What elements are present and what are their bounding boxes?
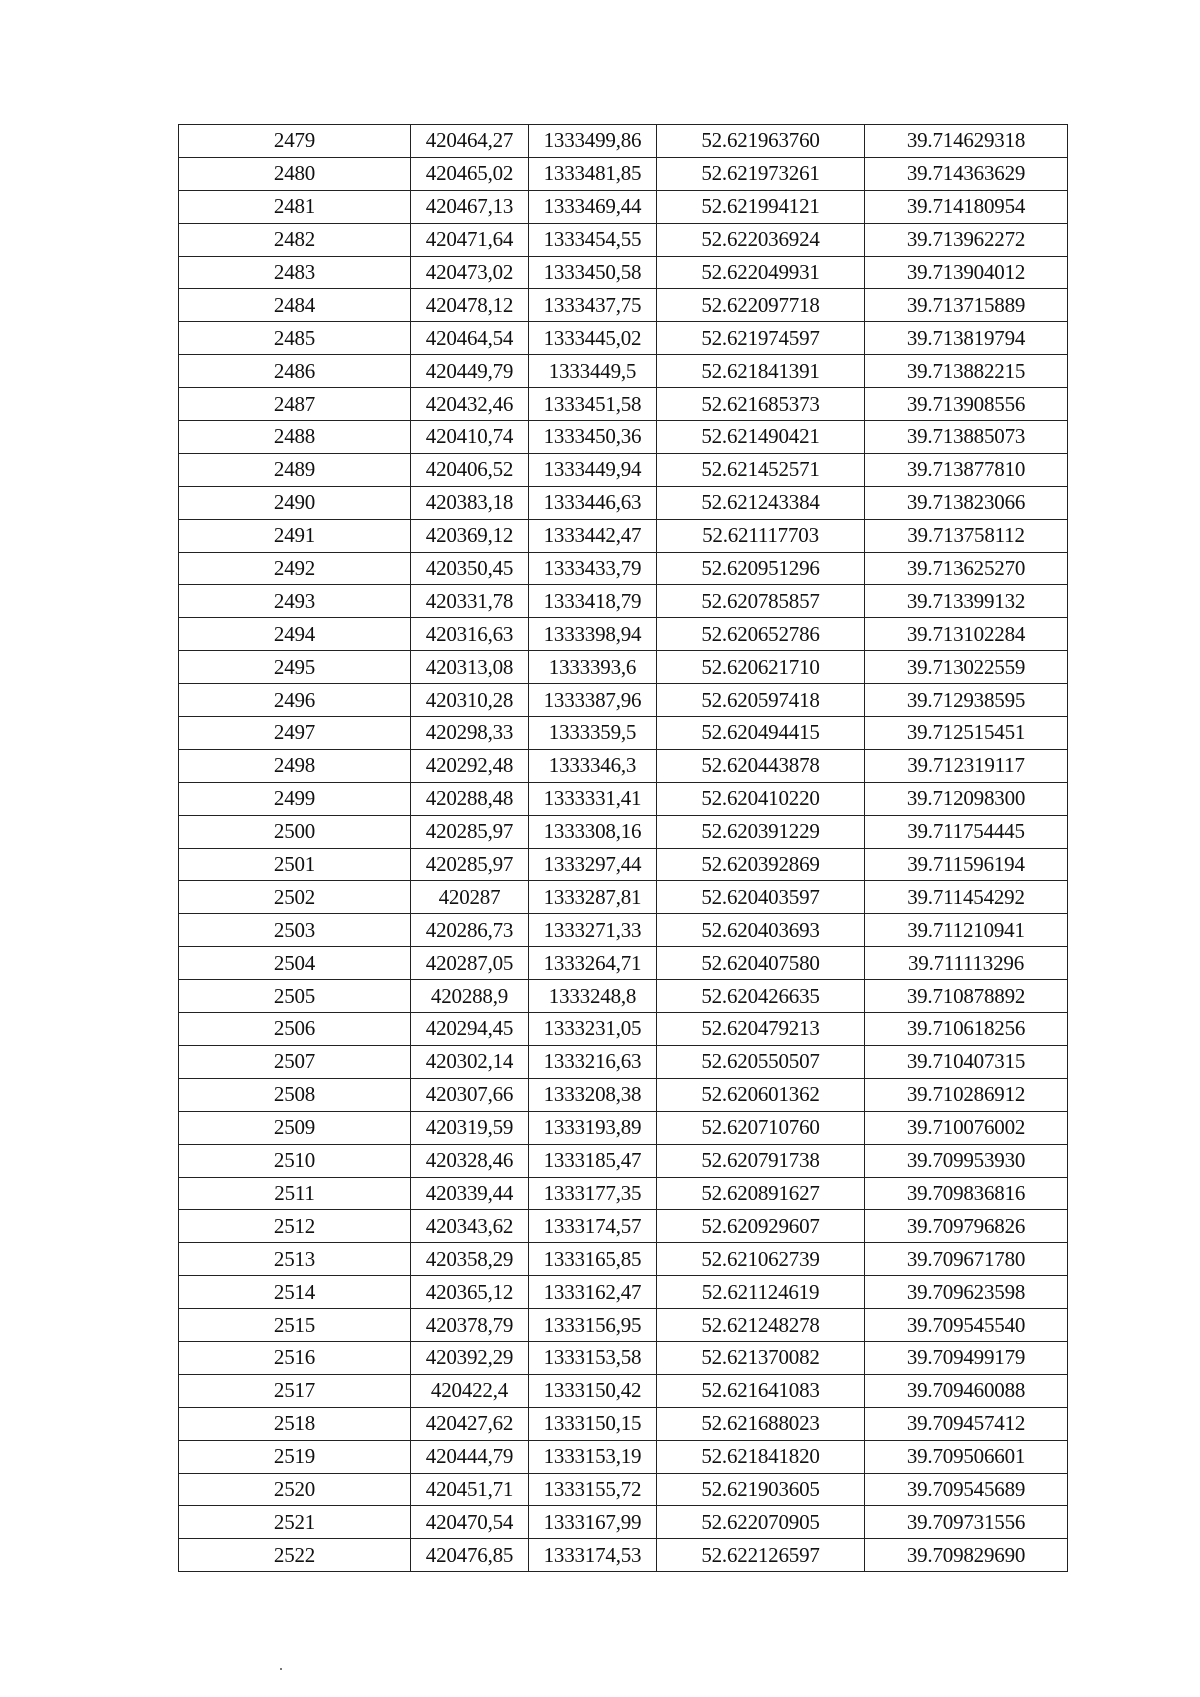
point-number-cell: 2515: [179, 1309, 411, 1342]
x-coordinate-cell: 420406,52: [411, 453, 529, 486]
table-row: [179, 1309, 1068, 1342]
scan-speck: [280, 1668, 282, 1670]
x-coordinate-cell: 420328,46: [411, 1144, 529, 1177]
x-coordinate-cell: 420313,08: [411, 651, 529, 684]
longitude-cell: 39.714363629: [865, 157, 1068, 190]
latitude-cell: 52.621841391: [657, 355, 865, 388]
point-number-cell: 2508: [179, 1078, 411, 1111]
longitude-cell: 39.709829690: [865, 1539, 1068, 1572]
y-coordinate-cell: 1333297,44: [529, 848, 657, 881]
table-row: [179, 355, 1068, 388]
point-number-cell: 2486: [179, 355, 411, 388]
table-row: [179, 289, 1068, 322]
table-row: [179, 1539, 1068, 1572]
point-number-cell: 2506: [179, 1013, 411, 1046]
table-row: [179, 749, 1068, 782]
y-coordinate-cell: 1333437,75: [529, 289, 657, 322]
table-row: [179, 1243, 1068, 1276]
longitude-cell: 39.713882215: [865, 355, 1068, 388]
table-row: [179, 125, 1068, 158]
y-coordinate-cell: 1333393,6: [529, 651, 657, 684]
x-coordinate-cell: 420331,78: [411, 585, 529, 618]
x-coordinate-cell: 420410,74: [411, 421, 529, 454]
x-coordinate-cell: 420286,73: [411, 914, 529, 947]
latitude-cell: 52.621370082: [657, 1341, 865, 1374]
y-coordinate-cell: 1333449,94: [529, 453, 657, 486]
table-row: [179, 190, 1068, 223]
latitude-cell: 52.620791738: [657, 1144, 865, 1177]
y-coordinate-cell: 1333433,79: [529, 552, 657, 585]
y-coordinate-cell: 1333208,38: [529, 1078, 657, 1111]
latitude-cell: 52.621688023: [657, 1407, 865, 1440]
point-number-cell: 2491: [179, 519, 411, 552]
latitude-cell: 52.621490421: [657, 421, 865, 454]
y-coordinate-cell: 1333446,63: [529, 486, 657, 519]
longitude-cell: 39.709623598: [865, 1276, 1068, 1309]
table-row: [179, 223, 1068, 256]
table-row: [179, 1144, 1068, 1177]
point-number-cell: 2499: [179, 782, 411, 815]
table-row: [179, 552, 1068, 585]
latitude-cell: 52.620479213: [657, 1013, 865, 1046]
longitude-cell: 39.711754445: [865, 815, 1068, 848]
x-coordinate-cell: 420464,27: [411, 125, 529, 158]
y-coordinate-cell: 1333150,15: [529, 1407, 657, 1440]
y-coordinate-cell: 1333165,85: [529, 1243, 657, 1276]
latitude-cell: 52.621124619: [657, 1276, 865, 1309]
table-row: [179, 1013, 1068, 1046]
table-row: [179, 1210, 1068, 1243]
table-row: [179, 1078, 1068, 1111]
x-coordinate-cell: 420476,85: [411, 1539, 529, 1572]
y-coordinate-cell: 1333248,8: [529, 980, 657, 1013]
longitude-cell: 39.713904012: [865, 256, 1068, 289]
y-coordinate-cell: 1333174,57: [529, 1210, 657, 1243]
table-row: [179, 980, 1068, 1013]
point-number-cell: 2518: [179, 1407, 411, 1440]
latitude-cell: 52.621903605: [657, 1473, 865, 1506]
y-coordinate-cell: 1333264,71: [529, 947, 657, 980]
point-number-cell: 2490: [179, 486, 411, 519]
table-row: [179, 1407, 1068, 1440]
longitude-cell: 39.713758112: [865, 519, 1068, 552]
latitude-cell: 52.621963760: [657, 125, 865, 158]
point-number-cell: 2514: [179, 1276, 411, 1309]
table-row: [179, 947, 1068, 980]
point-number-cell: 2521: [179, 1506, 411, 1539]
point-number-cell: 2511: [179, 1177, 411, 1210]
longitude-cell: 39.711454292: [865, 881, 1068, 914]
longitude-cell: 39.711596194: [865, 848, 1068, 881]
latitude-cell: 52.622097718: [657, 289, 865, 322]
longitude-cell: 39.712515451: [865, 717, 1068, 750]
y-coordinate-cell: 1333454,55: [529, 223, 657, 256]
x-coordinate-cell: 420383,18: [411, 486, 529, 519]
latitude-cell: 52.621452571: [657, 453, 865, 486]
longitude-cell: 39.709836816: [865, 1177, 1068, 1210]
table-row: [179, 1341, 1068, 1374]
table-row: [179, 848, 1068, 881]
x-coordinate-cell: 420350,45: [411, 552, 529, 585]
point-number-cell: 2519: [179, 1440, 411, 1473]
y-coordinate-cell: 1333231,05: [529, 1013, 657, 1046]
longitude-cell: 39.709671780: [865, 1243, 1068, 1276]
y-coordinate-cell: 1333155,72: [529, 1473, 657, 1506]
latitude-cell: 52.620426635: [657, 980, 865, 1013]
longitude-cell: 39.711210941: [865, 914, 1068, 947]
longitude-cell: 39.712319117: [865, 749, 1068, 782]
longitude-cell: 39.713022559: [865, 651, 1068, 684]
y-coordinate-cell: 1333449,5: [529, 355, 657, 388]
point-number-cell: 2510: [179, 1144, 411, 1177]
latitude-cell: 52.620392869: [657, 848, 865, 881]
point-number-cell: 2497: [179, 717, 411, 750]
table-row: [179, 585, 1068, 618]
latitude-cell: 52.622036924: [657, 223, 865, 256]
y-coordinate-cell: 1333167,99: [529, 1506, 657, 1539]
latitude-cell: 52.620652786: [657, 618, 865, 651]
y-coordinate-cell: 1333398,94: [529, 618, 657, 651]
point-number-cell: 2504: [179, 947, 411, 980]
latitude-cell: 52.620550507: [657, 1045, 865, 1078]
y-coordinate-cell: 1333216,63: [529, 1045, 657, 1078]
longitude-cell: 39.713908556: [865, 388, 1068, 421]
x-coordinate-cell: 420339,44: [411, 1177, 529, 1210]
longitude-cell: 39.711113296: [865, 947, 1068, 980]
latitude-cell: 52.621974597: [657, 322, 865, 355]
longitude-cell: 39.709457412: [865, 1407, 1068, 1440]
y-coordinate-cell: 1333445,02: [529, 322, 657, 355]
x-coordinate-cell: 420422,4: [411, 1374, 529, 1407]
table-row: [179, 519, 1068, 552]
y-coordinate-cell: 1333450,58: [529, 256, 657, 289]
latitude-cell: 52.621062739: [657, 1243, 865, 1276]
y-coordinate-cell: 1333346,3: [529, 749, 657, 782]
point-number-cell: 2513: [179, 1243, 411, 1276]
x-coordinate-cell: 420358,29: [411, 1243, 529, 1276]
point-number-cell: 2495: [179, 651, 411, 684]
x-coordinate-cell: 420470,54: [411, 1506, 529, 1539]
x-coordinate-cell: 420287,05: [411, 947, 529, 980]
point-number-cell: 2481: [179, 190, 411, 223]
x-coordinate-cell: 420473,02: [411, 256, 529, 289]
longitude-cell: 39.713877810: [865, 453, 1068, 486]
longitude-cell: 39.713715889: [865, 289, 1068, 322]
x-coordinate-cell: 420365,12: [411, 1276, 529, 1309]
y-coordinate-cell: 1333418,79: [529, 585, 657, 618]
longitude-cell: 39.709796826: [865, 1210, 1068, 1243]
point-number-cell: 2489: [179, 453, 411, 486]
y-coordinate-cell: 1333177,35: [529, 1177, 657, 1210]
point-number-cell: 2500: [179, 815, 411, 848]
table-row: [179, 684, 1068, 717]
x-coordinate-cell: 420467,13: [411, 190, 529, 223]
point-number-cell: 2505: [179, 980, 411, 1013]
y-coordinate-cell: 1333185,47: [529, 1144, 657, 1177]
longitude-cell: 39.710618256: [865, 1013, 1068, 1046]
latitude-cell: 52.620443878: [657, 749, 865, 782]
point-number-cell: 2516: [179, 1341, 411, 1374]
y-coordinate-cell: 1333499,86: [529, 125, 657, 158]
table-row: [179, 815, 1068, 848]
y-coordinate-cell: 1333442,47: [529, 519, 657, 552]
latitude-cell: 52.621243384: [657, 486, 865, 519]
longitude-cell: 39.709545689: [865, 1473, 1068, 1506]
table-row: [179, 157, 1068, 190]
table-row: [179, 618, 1068, 651]
y-coordinate-cell: 1333156,95: [529, 1309, 657, 1342]
x-coordinate-cell: 420288,9: [411, 980, 529, 1013]
x-coordinate-cell: 420285,97: [411, 815, 529, 848]
latitude-cell: 52.621641083: [657, 1374, 865, 1407]
x-coordinate-cell: 420310,28: [411, 684, 529, 717]
y-coordinate-cell: 1333469,44: [529, 190, 657, 223]
x-coordinate-cell: 420302,14: [411, 1045, 529, 1078]
latitude-cell: 52.621248278: [657, 1309, 865, 1342]
longitude-cell: 39.713885073: [865, 421, 1068, 454]
table-row: [179, 453, 1068, 486]
longitude-cell: 39.712938595: [865, 684, 1068, 717]
latitude-cell: 52.620494415: [657, 717, 865, 750]
table-row: [179, 881, 1068, 914]
y-coordinate-cell: 1333162,47: [529, 1276, 657, 1309]
point-number-cell: 2492: [179, 552, 411, 585]
y-coordinate-cell: 1333359,5: [529, 717, 657, 750]
y-coordinate-cell: 1333271,33: [529, 914, 657, 947]
point-number-cell: 2496: [179, 684, 411, 717]
point-number-cell: 2483: [179, 256, 411, 289]
y-coordinate-cell: 1333331,41: [529, 782, 657, 815]
longitude-cell: 39.710407315: [865, 1045, 1068, 1078]
table-row: [179, 914, 1068, 947]
latitude-cell: 52.620785857: [657, 585, 865, 618]
x-coordinate-cell: 420316,63: [411, 618, 529, 651]
latitude-cell: 52.621994121: [657, 190, 865, 223]
point-number-cell: 2517: [179, 1374, 411, 1407]
table-row: [179, 1473, 1068, 1506]
longitude-cell: 39.709731556: [865, 1506, 1068, 1539]
point-number-cell: 2484: [179, 289, 411, 322]
table-row: [179, 651, 1068, 684]
latitude-cell: 52.620621710: [657, 651, 865, 684]
table-row: [179, 717, 1068, 750]
longitude-cell: 39.713823066: [865, 486, 1068, 519]
latitude-cell: 52.620601362: [657, 1078, 865, 1111]
x-coordinate-cell: 420427,62: [411, 1407, 529, 1440]
table-row: [179, 322, 1068, 355]
table-row: [179, 486, 1068, 519]
x-coordinate-cell: 420287: [411, 881, 529, 914]
longitude-cell: 39.712098300: [865, 782, 1068, 815]
x-coordinate-cell: 420292,48: [411, 749, 529, 782]
point-number-cell: 2502: [179, 881, 411, 914]
point-number-cell: 2520: [179, 1473, 411, 1506]
x-coordinate-cell: 420298,33: [411, 717, 529, 750]
x-coordinate-cell: 420444,79: [411, 1440, 529, 1473]
point-number-cell: 2501: [179, 848, 411, 881]
point-number-cell: 2480: [179, 157, 411, 190]
y-coordinate-cell: 1333174,53: [529, 1539, 657, 1572]
table-row: [179, 1111, 1068, 1144]
longitude-cell: 39.709499179: [865, 1341, 1068, 1374]
y-coordinate-cell: 1333153,58: [529, 1341, 657, 1374]
latitude-cell: 52.622126597: [657, 1539, 865, 1572]
point-number-cell: 2488: [179, 421, 411, 454]
x-coordinate-cell: 420478,12: [411, 289, 529, 322]
y-coordinate-cell: 1333308,16: [529, 815, 657, 848]
point-number-cell: 2522: [179, 1539, 411, 1572]
coordinates-table: [178, 124, 1068, 1572]
latitude-cell: 52.620391229: [657, 815, 865, 848]
x-coordinate-cell: 420369,12: [411, 519, 529, 552]
y-coordinate-cell: 1333193,89: [529, 1111, 657, 1144]
longitude-cell: 39.710286912: [865, 1078, 1068, 1111]
x-coordinate-cell: 420465,02: [411, 157, 529, 190]
x-coordinate-cell: 420343,62: [411, 1210, 529, 1243]
table-row: [179, 1177, 1068, 1210]
x-coordinate-cell: 420319,59: [411, 1111, 529, 1144]
x-coordinate-cell: 420449,79: [411, 355, 529, 388]
latitude-cell: 52.620403597: [657, 881, 865, 914]
table-row: [179, 1045, 1068, 1078]
longitude-cell: 39.709460088: [865, 1374, 1068, 1407]
y-coordinate-cell: 1333287,81: [529, 881, 657, 914]
point-number-cell: 2507: [179, 1045, 411, 1078]
x-coordinate-cell: 420294,45: [411, 1013, 529, 1046]
point-number-cell: 2512: [179, 1210, 411, 1243]
x-coordinate-cell: 420471,64: [411, 223, 529, 256]
x-coordinate-cell: 420288,48: [411, 782, 529, 815]
table-row: [179, 1276, 1068, 1309]
x-coordinate-cell: 420464,54: [411, 322, 529, 355]
latitude-cell: 52.621841820: [657, 1440, 865, 1473]
latitude-cell: 52.620403693: [657, 914, 865, 947]
latitude-cell: 52.620929607: [657, 1210, 865, 1243]
coordinates-table-body: [179, 125, 1068, 1572]
longitude-cell: 39.710878892: [865, 980, 1068, 1013]
longitude-cell: 39.710076002: [865, 1111, 1068, 1144]
latitude-cell: 52.620951296: [657, 552, 865, 585]
table-row: [179, 256, 1068, 289]
latitude-cell: 52.620410220: [657, 782, 865, 815]
y-coordinate-cell: 1333387,96: [529, 684, 657, 717]
longitude-cell: 39.714180954: [865, 190, 1068, 223]
point-number-cell: 2487: [179, 388, 411, 421]
y-coordinate-cell: 1333451,58: [529, 388, 657, 421]
longitude-cell: 39.713819794: [865, 322, 1068, 355]
point-number-cell: 2482: [179, 223, 411, 256]
table-row: [179, 421, 1068, 454]
table-row: [179, 1374, 1068, 1407]
x-coordinate-cell: 420378,79: [411, 1309, 529, 1342]
longitude-cell: 39.709506601: [865, 1440, 1068, 1473]
point-number-cell: 2494: [179, 618, 411, 651]
point-number-cell: 2493: [179, 585, 411, 618]
point-number-cell: 2485: [179, 322, 411, 355]
longitude-cell: 39.709545540: [865, 1309, 1068, 1342]
latitude-cell: 52.621685373: [657, 388, 865, 421]
longitude-cell: 39.714629318: [865, 125, 1068, 158]
latitude-cell: 52.621973261: [657, 157, 865, 190]
latitude-cell: 52.620597418: [657, 684, 865, 717]
y-coordinate-cell: 1333150,42: [529, 1374, 657, 1407]
longitude-cell: 39.713625270: [865, 552, 1068, 585]
x-coordinate-cell: 420392,29: [411, 1341, 529, 1374]
longitude-cell: 39.713399132: [865, 585, 1068, 618]
longitude-cell: 39.709953930: [865, 1144, 1068, 1177]
y-coordinate-cell: 1333481,85: [529, 157, 657, 190]
latitude-cell: 52.622070905: [657, 1506, 865, 1539]
x-coordinate-cell: 420451,71: [411, 1473, 529, 1506]
longitude-cell: 39.713962272: [865, 223, 1068, 256]
latitude-cell: 52.620891627: [657, 1177, 865, 1210]
x-coordinate-cell: 420432,46: [411, 388, 529, 421]
point-number-cell: 2498: [179, 749, 411, 782]
table-row: [179, 1440, 1068, 1473]
x-coordinate-cell: 420307,66: [411, 1078, 529, 1111]
table-row: [179, 1506, 1068, 1539]
latitude-cell: 52.622049931: [657, 256, 865, 289]
point-number-cell: 2503: [179, 914, 411, 947]
table-row: [179, 388, 1068, 421]
latitude-cell: 52.620407580: [657, 947, 865, 980]
x-coordinate-cell: 420285,97: [411, 848, 529, 881]
point-number-cell: 2479: [179, 125, 411, 158]
y-coordinate-cell: 1333450,36: [529, 421, 657, 454]
longitude-cell: 39.713102284: [865, 618, 1068, 651]
latitude-cell: 52.621117703: [657, 519, 865, 552]
y-coordinate-cell: 1333153,19: [529, 1440, 657, 1473]
latitude-cell: 52.620710760: [657, 1111, 865, 1144]
point-number-cell: 2509: [179, 1111, 411, 1144]
table-row: [179, 782, 1068, 815]
